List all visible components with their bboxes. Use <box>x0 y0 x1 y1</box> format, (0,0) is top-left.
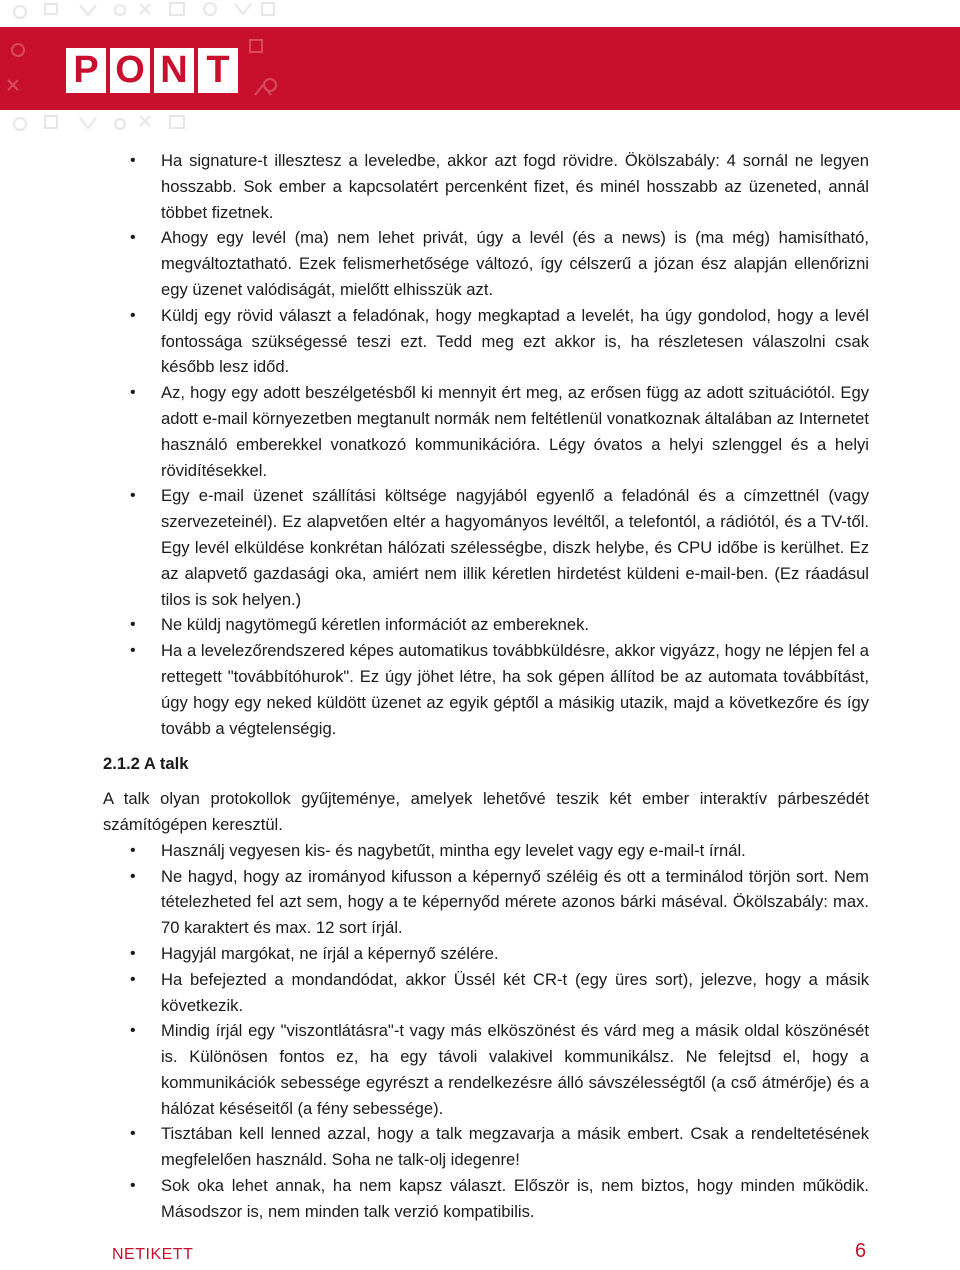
section-intro: A talk olyan protokollok gyűjteménye, amelyek lehetővé teszik két ember interaktív párbeszédét számítógépen keresztül. <box>103 789 869 834</box>
list-item: • Sok oka lehet annak, ha nem kapsz választ. Először is, nem biztos, hogy minden működik. Másodszor is, nem minden talk verzió kompatibilis. <box>103 1173 869 1225</box>
pont-logo <box>66 48 238 93</box>
logo-letter-n: N <box>154 48 194 93</box>
logo-letter-p: P <box>66 48 106 93</box>
document-body <box>103 148 869 1225</box>
list-item: • Ha a levelezőrendszered képes automatikus továbbküldésre, akkor vigyázz, hogy ne lépjen fel a rettegett "továbbítóhurok". Ez úgy jöhet létre, ha sok gépen állítod be az automata továbbítást, úgy hogy egy neked küldött üzenet az egyik géptől a másikig utazik, majd a következőre és így tovább a végtelenségig. <box>103 638 869 741</box>
list-item: • Ha befejezted a mondandódat, akkor Üssél két CR-t (egy üres sort), jelezve, hogy a másik következik. <box>103 967 869 1019</box>
list-item: • Mindig írjál egy "viszontlátásra"-t vagy más elköszönést és várd meg a másik oldal köszönését is. Különösen fontos ez, ha egy távoli valakivel kommunikálsz. Ne felejtsd el, hogy a kommunikációk sebessége egyrészt a rendelkezésre álló sávszélességtől (a cső átmérője) és a hálózat késéseitől (a fény sebessége). <box>103 1018 869 1121</box>
bullet-list-email <box>103 148 869 741</box>
logo-letter-t: T <box>198 48 238 93</box>
list-item: • Ne küldj nagytömegű kéretlen információt az embereknek. <box>103 612 869 638</box>
list-item: • Használj vegyesen kis- és nagybetűt, mintha egy levelet vagy egy e-mail-t írnál. <box>103 838 869 864</box>
list-item: • Az, hogy egy adott beszélgetésből ki mennyit ért meg, az erősen függ az adott szituációtól. Egy adott e-mail környezetben megtanult normák nem feltétlenül vonatkoznak általában az Internetet használó emberekkel vonatkozó kommunikációra. Légy óvatos a helyi szlenggel és a helyi rövidítésekkel. <box>103 380 869 483</box>
list-item: • Hagyjál margókat, ne írjál a képernyő szélére. <box>103 941 869 967</box>
section-heading: 2.1.2 A talk <box>103 754 189 774</box>
list-item: • Ahogy egy levél (ma) nem lehet privát, úgy a levél (és a news) is (ma még) hamisítható, megváltoztatható. Ezek felismerhetősége változó, így célszerű a józan ész alapján ellenőrizni egy üzenet valódiságát, mielőtt elhisszük azt. <box>103 225 869 302</box>
bullet-list-talk <box>103 838 869 1225</box>
list-item: • Ha signature-t illesztesz a leveledbe, akkor azt fogd rövidre. Ökölszabály: 4 sornál ne legyen hosszabb. Sok ember a kapcsolatért percenként fizet, és minél hosszabb az üzeneted, annál többet fizetnek. <box>103 148 869 225</box>
list-item: • Tisztában kell lenned azzal, hogy a talk megzavarja a másik embert. Csak a rendeltetésének megfelelően használd. Soha ne talk-olj idegenre! <box>103 1121 869 1173</box>
page-number: 6 <box>855 1240 867 1262</box>
list-item: • Ne hagyd, hogy az irományod kifusson a képernyő széléig és ott a terminálod törjön sort. Nem tételezheted fel azt sem, hogy a te képernyőd mérete azonos bárki máséval. Ökölszabály: max. 70 karaktert és max. 12 sort írjál. <box>103 864 869 941</box>
footer-label: NETIKETT <box>112 1246 194 1263</box>
list-item: • Egy e-mail üzenet szállítási költsége nagyjából egyenlő a feladónál és a címzettnél (vagy szervezeteinél). Ez alapvetően eltér a hagyományos levéltől, a telefontól, a rádiótól, és a TV-től. Egy levél elküldése konkrétan hálózati szélességbe, diszk helybe, és CPU időbe is kerülhet. Ez az alapvető gazdasági oka, amiért nem illik kéretlen hirdetést küldeni e-mail-ben. (Ez ráadásul tilos is sok helyen.) <box>103 483 869 612</box>
list-item: • Küldj egy rövid választ a feladónak, hogy megkaptad a levelét, ha úgy gondolod, hogy a levél fontossága szükségessé teszi ezt. Tedd meg ezt akkor is, ha részletesen válaszolni csak később lesz időd. <box>103 303 869 380</box>
logo-letter-o: O <box>110 48 150 93</box>
